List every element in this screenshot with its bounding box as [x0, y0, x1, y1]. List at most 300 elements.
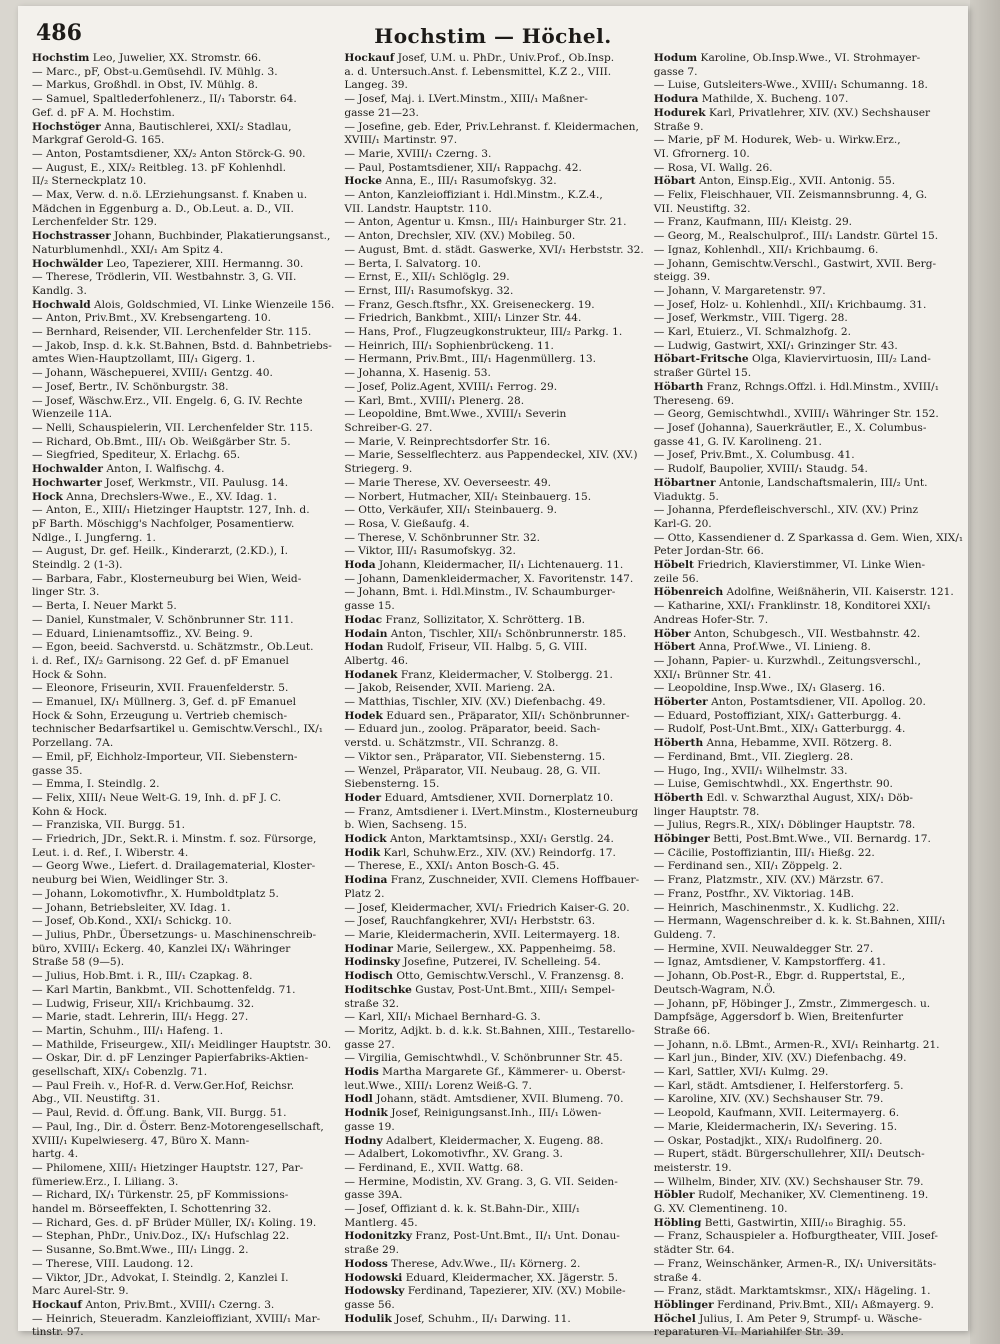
directory-entry — [32, 1258, 334, 1272]
directory-entry — [344, 915, 643, 929]
entry-text: — Luise, Gutsleiters-Wwe., XVIII/₁ Schumanng. 18. — [653, 79, 928, 92]
directory-entry — [32, 107, 334, 121]
entry-text: Anna, Bautischlerei, XXI/₂ Stadlau, — [100, 120, 292, 133]
entry-text: Anton, Tischler, XII/₁ Schönbrunnerstr. 185. — [387, 627, 627, 640]
entry-text: — Matthias, Tischler, XIV. (XV.) Diefenbachg. 49. — [344, 696, 606, 709]
entry-text: Franz, Kleidermacher, V. Stolbergg. 21. — [397, 668, 613, 681]
entry-text: — Paul, Postamtsdiener, XII/₁ Rappachg. 42. — [344, 161, 582, 174]
directory-entry — [32, 532, 334, 546]
entry-surname: Hochstrasser — [32, 230, 111, 243]
directory-entry — [32, 162, 334, 176]
directory-entry — [654, 1176, 963, 1190]
entry-text: — Susanne, So.Bmt.Wwe., III/₁ Lingg. 2. — [32, 1244, 249, 1257]
directory-entry — [32, 134, 334, 148]
entry-text: leut.Wwe., XIII/₁ Lorenz Weiß-G. 7. — [344, 1079, 532, 1092]
entry-text: Anton, Schubgesch., VII. Westbahnstr. 42. — [690, 627, 921, 640]
entry-text: — Hermann, Priv.Bmt., III/₁ Hagenmüllerg. 13. — [344, 353, 596, 366]
entry-text: — Karl, Sattler, XVI/₁ Kulmg. 29. — [653, 1066, 829, 1079]
directory-entry — [32, 367, 334, 381]
entry-text: Otto, Gemischtw.Verschl., V. Franzensg. 8. — [392, 970, 624, 983]
directory-entry — [32, 1066, 334, 1080]
directory-entry — [344, 710, 643, 724]
directory-entry — [344, 559, 643, 573]
directory-entry — [32, 1039, 334, 1053]
entry-surname: Höberth — [653, 737, 704, 750]
directory-entry — [32, 1052, 334, 1066]
entry-surname: Hodanek — [344, 668, 398, 681]
directory-entry — [32, 189, 334, 203]
directory-entry — [344, 175, 643, 189]
directory-entry — [654, 819, 963, 833]
entry-text: Adalbert, Kleidermacher, X. Eugeng. 88. — [382, 1134, 604, 1147]
entry-text: — Franziska, VII. Burgg. 51. — [32, 819, 185, 832]
directory-entry — [654, 258, 963, 272]
entry-text: — Johann, Damenkleidermacher, X. Favoritenstr. 147. — [344, 572, 634, 585]
directory-entry — [654, 326, 963, 340]
directory-entry — [344, 1176, 643, 1190]
entry-surname: Hodonitzky — [344, 1230, 413, 1243]
entry-text: — Bernhard, Reisender, VII. Lerchenfelder Str. 115. — [32, 326, 312, 339]
entry-surname: Höbart — [653, 175, 696, 188]
directory-entry — [344, 189, 643, 203]
directory-entry — [344, 682, 643, 696]
entry-text: straßer Gürtel 15. — [653, 367, 752, 380]
directory-entry — [654, 463, 963, 477]
entry-text: — Karl Martin, Bankbmt., VII. Schottenfeldg. 71. — [32, 983, 296, 996]
directory-entry — [654, 1052, 963, 1066]
entry-text: — Georg Wwe., Liefert. d. Drailagematerial, Kloster- — [32, 860, 316, 873]
entry-text: gasse 35. — [32, 764, 83, 777]
entry-text: — Emma, I. Steindlg. 2. — [32, 778, 160, 791]
directory-entry — [32, 1299, 334, 1313]
entry-text: — Marie, V. Reinprechtsdorfer Str. 16. — [344, 435, 551, 448]
entry-text: — Virgilia, Gemischtwhdl., V. Schönbrunner Str. 45. — [344, 1052, 623, 1065]
directory-entry — [654, 792, 963, 806]
directory-entry — [654, 1217, 963, 1231]
directory-entry — [654, 545, 963, 559]
entry-text: — Eduard, Linienamtsoffiz., XV. Being. 9. — [32, 627, 253, 640]
directory-entry — [32, 477, 334, 491]
entry-text: Deutsch-Wagram, N.Ö. — [653, 983, 776, 996]
entry-text: — Anton, Drechsler, XIV. (XV.) Mobileg. 50. — [344, 230, 576, 243]
entry-surname: Hodura — [653, 93, 699, 106]
directory-entry — [344, 847, 643, 861]
entry-text: — Leopold, Kaufmann, XVII. Leitermayerg. 6. — [653, 1107, 900, 1120]
entry-text: — Hermann, Wagenschreiber d. k. k. St.Bahnen, XIII/₁ — [653, 915, 946, 928]
directory-entry — [344, 93, 643, 107]
entry-text: — Josef, Bertr., IV. Schönburgstr. 38. — [32, 380, 229, 393]
entry-text: VI. Gfrornerg. 10. — [653, 147, 750, 160]
directory-entry — [344, 203, 643, 217]
entry-surname: Hodek — [344, 709, 383, 722]
entry-text: Karl, Schuhw.Erz., XIV. (XV.) Reindorfg. 17. — [380, 846, 616, 859]
entry-text: Peter Jordan-Str. 66. — [653, 545, 764, 558]
entry-text: Betti, Post.Bmt.Wwe., VII. Bernardg. 17. — [709, 833, 931, 846]
entry-text: — Marie, Kleidermacherin, IX/₁ Severing. 15. — [653, 1120, 898, 1133]
entry-text: — Julius, Hob.Bmt. i. R., III/₁ Czapkag. 8. — [32, 970, 253, 983]
entry-text: — Therese, Trödlerin, VII. Westbahnstr. 3, G. VII. — [32, 271, 297, 284]
entry-text: Adolfine, Weißnäherin, VII. Kaiserstr. 121. — [723, 586, 954, 599]
directory-entry — [344, 162, 643, 176]
entry-text: — Johann, Gemischtw.Verschl., Gastwirt, XVII. Berg- — [653, 257, 937, 270]
directory-entry — [344, 463, 643, 477]
directory-entry — [32, 1107, 334, 1121]
directory-entry — [344, 792, 643, 806]
entry-text: — Adalbert, Lokomotivfhr., XV. Grang. 3. — [344, 1148, 563, 1161]
entry-text: — Josefine, geb. Eder, Priv.Lehranst. f. Kleidermachen, — [344, 120, 639, 133]
directory-entry — [344, 573, 643, 587]
entry-text: Eduard, Amtsdiener, XVII. Dornerplatz 10. — [381, 791, 614, 804]
entry-text: — Felix, XIII/₁ Neue Welt-G. 19, Inh. d. pF J. C. — [32, 791, 282, 804]
entry-text: Straße 66. — [653, 1024, 711, 1037]
entry-text: — Friedrich, JDr., Sekt.R. i. Minstm. f. soz. Fürsorge, — [32, 833, 317, 846]
entry-text: — Jakob, Reisender, XVII. Marieng. 2A. — [344, 682, 556, 695]
directory-entry — [32, 93, 334, 107]
entry-text: Albertg. 46. — [344, 654, 409, 667]
directory-entry — [344, 874, 643, 888]
entry-text: — Franz, städt. Marktamtskmsr., XIX/₁ Hägeling. 1. — [653, 1285, 931, 1298]
directory-entry — [654, 641, 963, 655]
directory-entry — [654, 1121, 963, 1135]
entry-text: — Norbert, Hutmacher, XII/₁ Steinbauerg. 15. — [344, 490, 592, 503]
directory-entry — [32, 723, 334, 737]
directory-entry — [32, 381, 334, 395]
directory-entry — [654, 271, 963, 285]
directory-entry — [32, 148, 334, 162]
directory-entry — [654, 408, 963, 422]
directory-entry — [344, 984, 643, 998]
entry-text: — Marc., pF, Obst-u.Gemüsehdl. IV. Mühlg. 3. — [32, 65, 278, 78]
directory-entry — [32, 628, 334, 642]
directory-entry — [344, 504, 643, 518]
entry-text: linger Hauptstr. 78. — [653, 805, 760, 818]
directory-entry — [344, 628, 643, 642]
directory-entry — [344, 107, 643, 121]
entry-text: Josef, Werkmstr., VII. Paulusg. 14. — [102, 476, 289, 489]
directory-entry — [344, 52, 643, 66]
directory-entry — [344, 121, 643, 135]
directory-entry — [344, 134, 643, 148]
entry-surname: Hochwald — [32, 298, 91, 311]
directory-entry — [344, 655, 643, 669]
directory-entry — [344, 340, 643, 354]
directory-entry — [654, 93, 963, 107]
entry-surname: Hodowsky — [344, 1285, 405, 1298]
directory-entry — [344, 888, 643, 902]
entry-surname: Höbartner — [653, 476, 716, 489]
directory-entry — [32, 1313, 334, 1327]
directory-entry — [32, 600, 334, 614]
entry-surname: Hodl — [344, 1093, 373, 1106]
entry-text: — Friedrich, Bankbmt., XIII/₁ Linzer Str. 44. — [344, 312, 582, 325]
entry-text: meisterstr. 19. — [653, 1161, 732, 1174]
directory-entry — [654, 915, 963, 929]
directory-entry — [344, 751, 643, 765]
directory-entry — [32, 573, 334, 587]
directory-entry — [344, 353, 643, 367]
directory-entry — [32, 682, 334, 696]
directory-entry — [32, 436, 334, 450]
entry-text: — Siegfried, Spediteur, X. Erlachg. 65. — [32, 449, 241, 462]
directory-entry — [32, 915, 334, 929]
directory-entry — [654, 1189, 963, 1203]
entry-text: — Ernst, III/₁ Rasumofskyg. 32. — [344, 284, 514, 297]
directory-entry — [654, 66, 963, 80]
directory-entry — [32, 79, 334, 93]
directory-entry — [32, 271, 334, 285]
directory-entry — [654, 1272, 963, 1286]
entry-text: linger Str. 3. — [32, 586, 100, 599]
entry-text: Porzellang. 7A. — [32, 737, 114, 750]
entry-text: — Mathilde, Friseurgew., XII/₁ Meidlinger Hauptstr. 30. — [32, 1038, 332, 1051]
directory-entry — [654, 504, 963, 518]
entry-surname: Höbling — [653, 1216, 702, 1229]
directory-entry — [344, 1258, 643, 1272]
directory-entry — [344, 1121, 643, 1135]
directory-entry — [344, 600, 643, 614]
directory-entry — [654, 491, 963, 505]
entry-surname: Hodik — [344, 846, 381, 859]
directory-entry — [32, 1189, 334, 1203]
entry-text: — Hermine, XVII. Neuwaldegger Str. 27. — [653, 942, 874, 955]
directory-entry — [344, 1148, 643, 1162]
entry-text: Josef, Reinigungsanst.Inh., III/₁ Löwen- — [387, 1107, 602, 1120]
directory-entry — [344, 148, 643, 162]
directory-entry — [654, 299, 963, 313]
directory-entry — [32, 1135, 334, 1149]
directory-entry — [32, 121, 334, 135]
entry-text: — Eduard jun., zoolog. Präparator, beeid. Sach- — [344, 723, 601, 736]
directory-entry — [32, 285, 334, 299]
entry-text: Marie, Seilergew., XX. Pappenheimg. 58. — [392, 942, 616, 955]
entry-text: — Karoline, XIV. (XV.) Sechshauser Str. 79. — [653, 1093, 884, 1106]
entry-text: — Josef, Rauchfangkehrer, XVI/₁ Herbststr. 63. — [344, 915, 596, 928]
directory-entry — [654, 1258, 963, 1272]
entry-text: Platz 2. — [344, 887, 385, 900]
entry-text: Marc Aurel-Str. 9. — [32, 1285, 129, 1298]
entry-text: VII. Landstr. Hauptstr. 110. — [344, 202, 492, 215]
entry-text: — Franz, Kaufmann, III/₁ Kleistg. 29. — [653, 216, 853, 229]
entry-text: — Johann, n.ö. LBmt., Armen-R., XVI/₁ Reinhartg. 21. — [653, 1038, 940, 1051]
directory-entry — [32, 586, 334, 600]
entry-text: Franz, Sollizitator, X. Schrötterg. 1B. — [382, 613, 585, 626]
entry-text: — Rudolf, Baupolier, XVIII/₁ Staudg. 54. — [653, 463, 868, 476]
entry-text: — Viktor, III/₁ Rasumofskyg. 32. — [344, 545, 516, 558]
directory-entry — [344, 1025, 643, 1039]
directory-entry — [344, 449, 643, 463]
directory-entry — [654, 121, 963, 135]
directory-entry — [32, 559, 334, 573]
directory-entry — [32, 765, 334, 779]
entry-text: XVIII/₁ Martinstr. 97. — [344, 134, 458, 147]
entry-text: — Johanna, X. Hasenig. 53. — [344, 367, 491, 380]
directory-entry — [32, 943, 334, 957]
entry-text: — Philomene, XIII/₁ Hietzinger Hauptstr. 127, Par- — [32, 1161, 304, 1174]
directory-entry — [344, 669, 643, 683]
entry-text: — Therese, VIII. Laudong. 12. — [32, 1257, 194, 1270]
directory-entry — [32, 1025, 334, 1039]
entry-text: — Otto, Verkäufer, XII/₁ Steinbauerg. 9. — [344, 504, 557, 517]
directory-entry — [32, 737, 334, 751]
entry-text: VII. Neustiftg. 32. — [653, 202, 751, 215]
directory-entry — [654, 751, 963, 765]
entry-surname: Hodinsky — [344, 956, 400, 969]
entry-text: Wienzeile 11A. — [32, 408, 112, 421]
entry-text: — Georg, Gemischtwhdl., XVIII/₁ Währinger Str. 152. — [653, 408, 939, 421]
directory-entry — [654, 1203, 963, 1217]
entry-text: — Markus, Großhdl. in Obst, IV. Mühlg. 8. — [32, 79, 259, 92]
directory-entry — [344, 408, 643, 422]
entry-text: Anna, Drechslers-Wwe., E., XV. Idag. 1. — [62, 490, 277, 503]
directory-entry — [32, 326, 334, 340]
directory-entry — [344, 806, 643, 820]
directory-entry — [32, 751, 334, 765]
entry-text: b. Wien, Sachseng. 15. — [344, 819, 467, 832]
entry-surname: Hockauf — [32, 1298, 82, 1311]
directory-entry — [344, 998, 643, 1012]
entry-text: Schreiber-G. 27. — [344, 421, 433, 434]
directory-entry — [344, 545, 643, 559]
entry-text: Anton, Einsp.Eig., XVII. Antonig. 55. — [695, 175, 896, 188]
entry-surname: Hodny — [344, 1134, 383, 1147]
entry-text: — Julius, PhDr., Übersetzungs- u. Maschinenschreib- — [32, 929, 317, 941]
directory-entry — [344, 641, 643, 655]
entry-text: — Leopoldine, Bmt.Wwe., XVIII/₁ Severin — [344, 408, 567, 421]
entry-text: Ndlge., I. Jungferng. 1. — [32, 531, 156, 544]
entry-text: — Josef, Ob.Kond., XXI/₁ Schickg. 10. — [32, 915, 232, 928]
directory-entry — [344, 326, 643, 340]
entry-text: — Johann, Betriebsleiter, XV. Idag. 1. — [32, 901, 231, 914]
entry-text: — Josef, Kleidermacher, XVI/₁ Friedrich Kaiser-G. 20. — [344, 901, 630, 914]
entry-text: Viaduktg. 5. — [653, 490, 719, 503]
entry-text: — Anton, Agentur u. Kmsn., III/₁ Hainburger Str. 21. — [344, 216, 627, 229]
entry-text: — Georg, M., Realschulprof., III/₁ Landstr. Gürtel 15. — [653, 230, 939, 243]
entry-text: straße 4. — [653, 1271, 702, 1284]
directory-entry — [32, 340, 334, 354]
entry-text: — Johann, Wäschepuerei, XVIII/₁ Gentzg. 40. — [32, 367, 273, 380]
entry-text: G. XV. Clementineng. 10. — [653, 1203, 788, 1216]
entry-text: Anton, Priv.Bmt., XVIII/₁ Czerng. 3. — [82, 1298, 275, 1311]
directory-entry — [32, 312, 334, 326]
entry-text: — Marie Therese, XV. Oeverseestr. 49. — [344, 476, 551, 489]
entry-text: — Viktor, JDr., Advokat, I. Steindlg. 2, Kanzlei I. — [32, 1271, 289, 1284]
directory-entry — [654, 888, 963, 902]
entry-text: — Marie, Sesselflechterz. aus Pappendeckel, XIV. (XV.) — [344, 449, 638, 462]
directory-entry — [32, 874, 334, 888]
directory-entry — [654, 353, 963, 367]
entry-text: straße 29. — [344, 1244, 399, 1257]
entry-text: Rudolf, Mechaniker, XV. Clementineng. 19. — [694, 1189, 929, 1202]
entry-surname: Hodoss — [344, 1257, 388, 1270]
directory-entry — [654, 655, 963, 669]
directory-entry — [654, 1162, 963, 1176]
directory-entry — [344, 299, 643, 313]
directory-entry — [344, 1011, 643, 1025]
directory-entry — [654, 367, 963, 381]
entry-text: technischer Bedarfsartikel u. Gemischtw.Verschl., IX/₁ — [32, 723, 324, 736]
entry-surname: Höchel — [653, 1312, 696, 1325]
directory-entry — [654, 216, 963, 230]
entry-text: Straße 9. — [653, 120, 704, 133]
directory-entry — [654, 1244, 963, 1258]
directory-entry — [344, 614, 643, 628]
entry-text: Mädchen in Eggenburg a. D., Ob.Leut. a. D., VII. — [32, 202, 294, 215]
entry-text: Abg., VII. Neustiftg. 31. — [32, 1093, 161, 1106]
entry-surname: Hockauf — [344, 52, 395, 64]
entry-surname: Hochstim — [32, 52, 90, 64]
directory-entry — [344, 586, 643, 600]
entry-text: — Julius, Regrs.R., XIX/₁ Döblinger Hauptstr. 78. — [653, 819, 916, 832]
entry-text: — Leopoldine, Insp.Wwe., IX/₁ Glaserg. 16. — [653, 682, 886, 695]
directory-entry — [654, 573, 963, 587]
entry-text: Eduard, Kleidermacher, XX. Jägerstr. 5. — [402, 1271, 618, 1284]
entry-text: — Nelli, Schauspielerin, VII. Lerchenfelder Str. 115. — [32, 421, 313, 434]
directory-entry — [32, 504, 334, 518]
directory-entry — [344, 258, 643, 272]
directory-entry — [32, 1080, 334, 1094]
entry-surname: Hodisch — [344, 970, 393, 983]
entry-text: Leo, Tapezierer, XIII. Hermanng. 30. — [102, 257, 304, 270]
entry-text: Anton, I. Walfischg. 4. — [102, 463, 225, 476]
entry-surname: Höblinger — [653, 1298, 714, 1311]
entry-text: — Ferdinand, E., XVII. Wattg. 68. — [344, 1161, 524, 1174]
entry-text: gasse 56. — [344, 1298, 395, 1311]
directory-entry — [32, 669, 334, 683]
directory-entry — [32, 1285, 334, 1299]
entry-text: — Rosa, VI. Wallg. 26. — [653, 161, 773, 174]
directory-entry — [654, 929, 963, 943]
entry-text: Thereseng. 69. — [653, 394, 735, 407]
entry-text: Dampfsäge, Aggersdorf b. Wien, Breitenfurter — [653, 1011, 904, 1024]
entry-text: — Franz, Schauspieler a. Hofburgtheater, VIII. Josef- — [653, 1230, 938, 1243]
entry-surname: Hodick — [344, 833, 387, 846]
directory-entry — [654, 1299, 963, 1313]
page-number: 486 — [36, 20, 82, 46]
entry-text: Anna, E., III/₁ Rasumofskyg. 32. — [381, 175, 557, 188]
directory-entry — [654, 723, 963, 737]
directory-entry — [344, 518, 643, 532]
directory-entry — [344, 943, 643, 957]
directory-entry — [344, 216, 643, 230]
directory-entry — [344, 1107, 643, 1121]
entry-text: — Ignaz, Kohlenhdl., XII/₁ Krichbaumg. 6. — [653, 243, 879, 256]
directory-entry — [654, 381, 963, 395]
directory-entry — [654, 1107, 963, 1121]
entry-text: — Stephan, PhDr., Univ.Doz., IX/₁ Hufschlag 22. — [32, 1230, 290, 1243]
directory-entry — [344, 929, 643, 943]
directory-entry — [344, 860, 643, 874]
entry-text: — Otto, Kassendiener d. Z Sparkassa d. Gem. Wien, XIX/₁ — [653, 531, 964, 544]
entry-surname: Hochwalder — [32, 463, 103, 476]
directory-entry — [654, 628, 963, 642]
entry-text: — Max, Verw. d. n.ö. LErziehungsanst. f. Knaben u. — [32, 189, 308, 202]
directory-entry — [32, 902, 334, 916]
directory-entry — [654, 244, 963, 258]
entry-text: — Richard, Ges. d. pF Brüder Müller, IX/₁ Koling. 19. — [32, 1216, 317, 1229]
directory-entry — [344, 1299, 643, 1313]
entry-surname: Hoda — [344, 559, 376, 572]
directory-entry — [344, 285, 643, 299]
entry-text: Andreas Hofer-Str. 7. — [653, 613, 769, 626]
entry-surname: Höberth — [653, 791, 704, 804]
entry-text: — Anton, Priv.Bmt., XV. Krebsengarteng. 10. — [32, 312, 271, 325]
directory-entry — [32, 792, 334, 806]
entry-text: reparaturen VI. Mariahilfer Str. 39. — [653, 1326, 844, 1339]
directory-entry — [654, 1285, 963, 1299]
entry-text: — Franz, Platzmstr., XIV. (XV.) Märzstr. 67. — [653, 874, 884, 887]
directory-entry — [32, 1011, 334, 1025]
directory-entry — [654, 1135, 963, 1149]
